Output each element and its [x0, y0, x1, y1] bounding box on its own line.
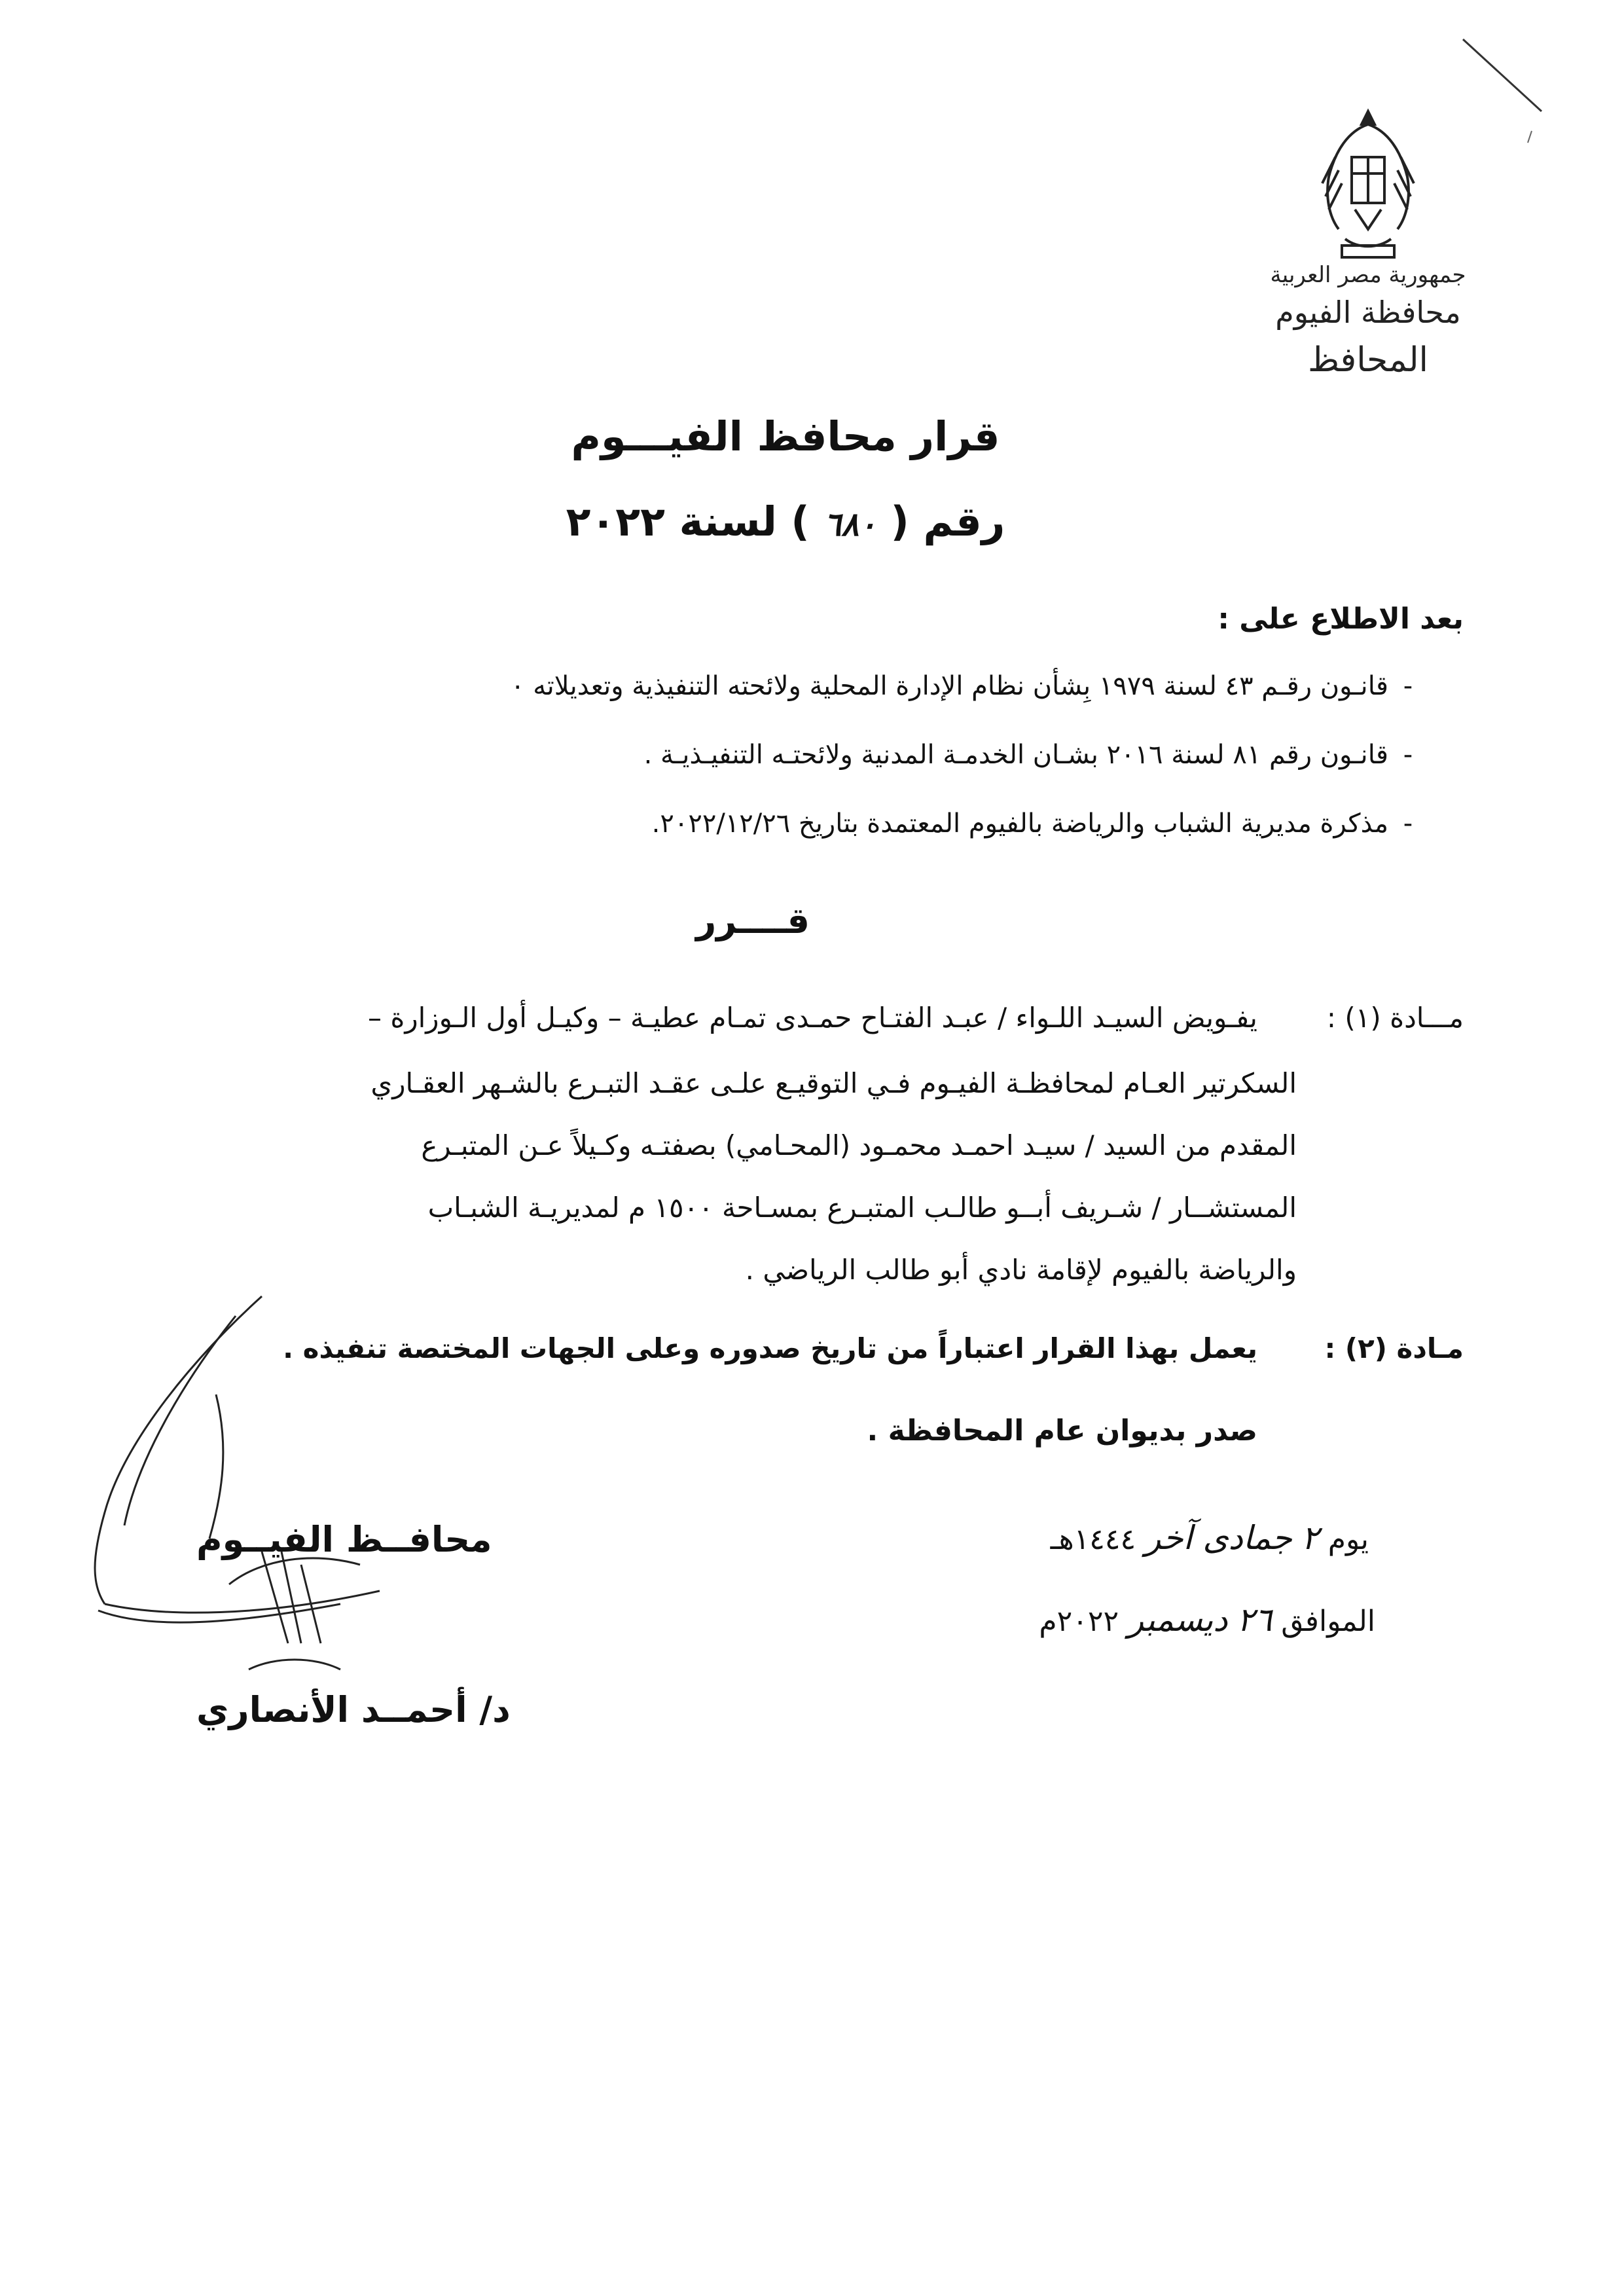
decree-title: قرار محافظ الفيـــوم	[571, 412, 1000, 460]
greg-day: ٢٦	[1236, 1601, 1272, 1639]
hijri-prefix: يوم	[1327, 1523, 1369, 1556]
preamble-item-text: مذكرة مديرية الشباب والرياضة بالفيوم المعتمدة بتاريخ ٢٠٢٢/١٢/٢٦.	[651, 809, 1388, 839]
decree-number-suffix: ) لسنة ٢٠٢٢	[566, 498, 810, 545]
preamble-item: -مذكرة مديرية الشباب والرياضة بالفيوم المعتمدة بتاريخ ٢٠٢٢/١٢/٢٦.	[651, 809, 1413, 839]
article-2-label: مـادة (٢) :	[1324, 1332, 1464, 1364]
preamble-heading: بعد الاطلاع على :	[1218, 602, 1464, 636]
article-1-line: السكرتير العـام لمحافظـة الفيـوم فـي التوقيـع علـى عقـد التبـرع بالشـهر العقـاري	[370, 1067, 1297, 1099]
article-1-line: المقدم من السيد / سيـد احمـد محمـود (المحـامي) بصفتـه وكـيلاً عـن المتبـرع	[421, 1129, 1297, 1161]
letterhead-governorate: محافظة الفيوم	[1275, 295, 1461, 330]
signatory-title: محافــظ الفيــوم	[196, 1519, 492, 1560]
preamble-item: -قانـون رقم ٨١ لسنة ٢٠١٦ بشـان الخدمـة المدنية ولائحتـه التنفيـذيـة .	[643, 740, 1413, 770]
article-1-line: المستشــار / شـريف أبــو طالـب المتبـرع بمسـاحة ١٥٠٠ م لمديريـة الشبـاب	[427, 1192, 1297, 1224]
preamble-item: -قانـون رقـم ٤٣ لسنة ١٩٧٩ بِشأن نظام الإدارة المحلية ولائحته التنفيذية وتعديلاته ٠	[511, 671, 1413, 701]
letterhead-governor: المحافظ	[1308, 340, 1428, 380]
preamble-item-text: قانـون رقـم ٤٣ لسنة ١٩٧٩ بِشأن نظام الإدارة المحلية ولائحته التنفيذية وتعديلاته ٠	[511, 671, 1388, 701]
decree-number-prefix: رقم (	[890, 498, 1005, 545]
article-2-line: يعمل بهذا القرار اعتباراً من تاريخ صدوره وعلى الجهات المختصة تنفيذه .	[283, 1332, 1257, 1364]
eagle-emblem-icon	[1309, 98, 1427, 268]
decree-word: قــــرر	[696, 900, 810, 941]
hijri-date	[1051, 1519, 1369, 1557]
signatory-name: د/ أحمــد الأنصاري	[196, 1689, 511, 1730]
article-1-line: يفـويض السيـد اللـواء / عبـد الفتـاح حمـدى تمـام عطيـة – وكيـل أول الـوزارة –	[367, 1002, 1257, 1034]
issued-at: صدر بديوان عام المحافظة .	[867, 1414, 1257, 1448]
greg-month: ديسمبر	[1128, 1601, 1228, 1639]
letterhead-republic: جمهورية مصر العربية	[1270, 262, 1466, 288]
decree-number-line	[393, 498, 1178, 545]
pen-stroke-icon	[1460, 26, 1551, 157]
decree-number-handwritten: ٦٨٠	[823, 505, 876, 543]
preamble-item-text: قانـون رقم ٨١ لسنة ٢٠١٦ بشـان الخدمـة المدنية ولائحتـه التنفيـذيـة .	[643, 740, 1388, 770]
letterhead	[1244, 92, 1492, 419]
hijri-month: جمادى آخر	[1145, 1519, 1292, 1557]
gregorian-date	[1039, 1601, 1375, 1639]
handwritten-signature-icon	[65, 1277, 432, 1735]
article-1-label: مـــادة (١) :	[1326, 1002, 1464, 1034]
greg-year: ٢٠٢٢م	[1039, 1605, 1119, 1638]
article-1-line: والرياضة بالفيوم لإقامة نادي أبو طالب الرياضي .	[745, 1254, 1297, 1286]
greg-prefix: الموافق	[1281, 1605, 1375, 1638]
hijri-day: ٢	[1301, 1519, 1319, 1557]
hijri-year: ١٤٤٤هـ	[1050, 1523, 1136, 1556]
